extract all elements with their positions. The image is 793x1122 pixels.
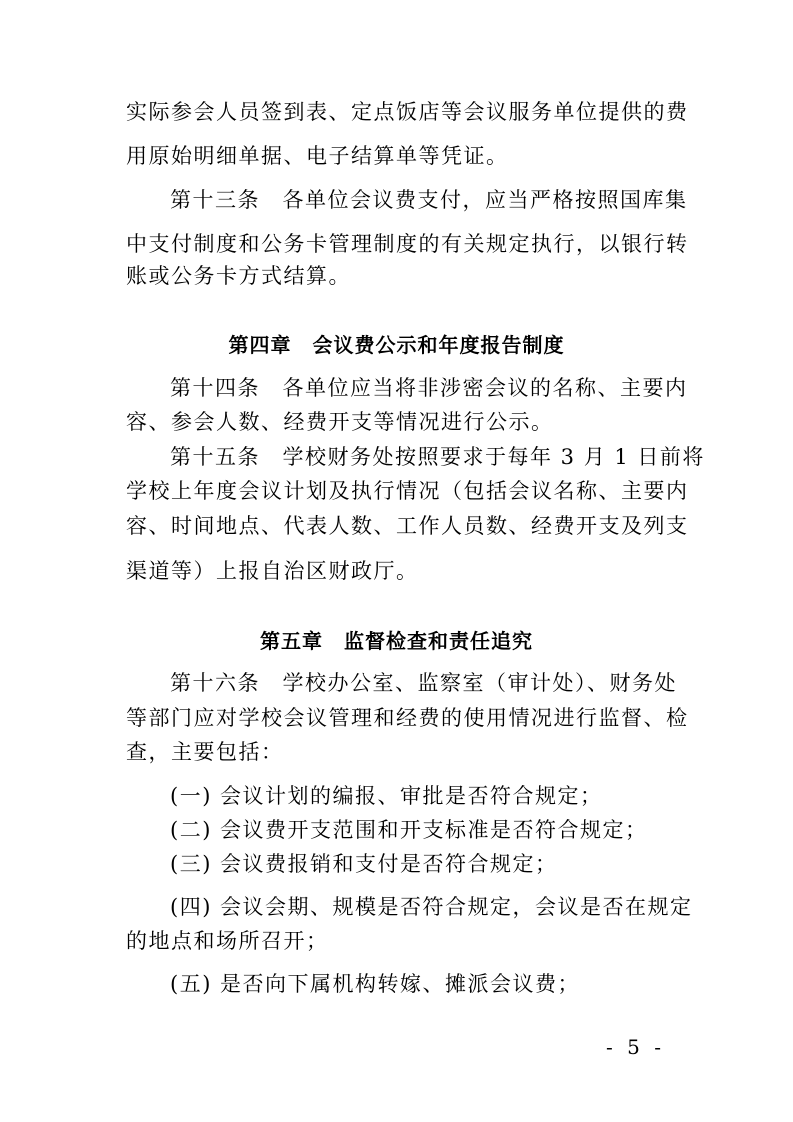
paragraph-line: 的地点和场所召开； [126,929,329,953]
paragraph-line: 查，主要包括： [126,740,284,764]
article-15-line: 第十五条 学校财务处按照要求于每年 3 月 1 日前将 [170,445,705,469]
page-number: - 5 - [606,1035,665,1059]
list-item: (三) 会议费报销和支付是否符合规定； [170,852,558,876]
list-item: (一) 会议计划的编报、审批是否符合规定； [170,784,603,808]
article-16-line: 第十六条 学校办公室、监察室（审计处）、财务处 [170,671,677,695]
paragraph-line: 容、时间地点、代表人数、工作人员数、经费开支及列支 [126,514,689,538]
chapter-5-heading: 第五章 监督检查和责任追究 [260,629,533,653]
paragraph-line: 用原始明细单据、电子结算单等凭证。 [126,144,509,168]
list-item: (四) 会议会期、规模是否符合规定，会议是否在规定 [170,895,693,919]
paragraph-line: 中支付制度和公务卡管理制度的有关规定执行，以银行转 [126,232,689,256]
paragraph-line: 实际参会人员签到表、定点饭店等会议服务单位提供的费 [126,100,689,124]
chapter-4-heading: 第四章 会议费公示和年度报告制度 [228,333,565,357]
paragraph-line: 学校上年度会议计划及执行情况（包括会议名称、主要内 [126,479,689,503]
paragraph-line: 容、参会人数、经费开支等情况进行公示。 [126,410,554,434]
article-14-line: 第十四条 各单位应当将非涉密会议的名称、主要内 [170,376,688,400]
list-item: (五) 是否向下属机构转嫁、摊派会议费； [170,972,581,996]
paragraph-line: 账或公务卡方式结算。 [126,264,351,288]
paragraph-line: 等部门应对学校会议管理和经费的使用情况进行监督、检 [126,706,689,730]
list-item: (二) 会议费开支范围和开支标准是否符合规定； [170,818,648,842]
paragraph-line: 渠道等）上报自治区财政厅。 [126,559,419,583]
article-13-line: 第十三条 各单位会议费支付，应当严格按照国库集 [170,188,688,212]
